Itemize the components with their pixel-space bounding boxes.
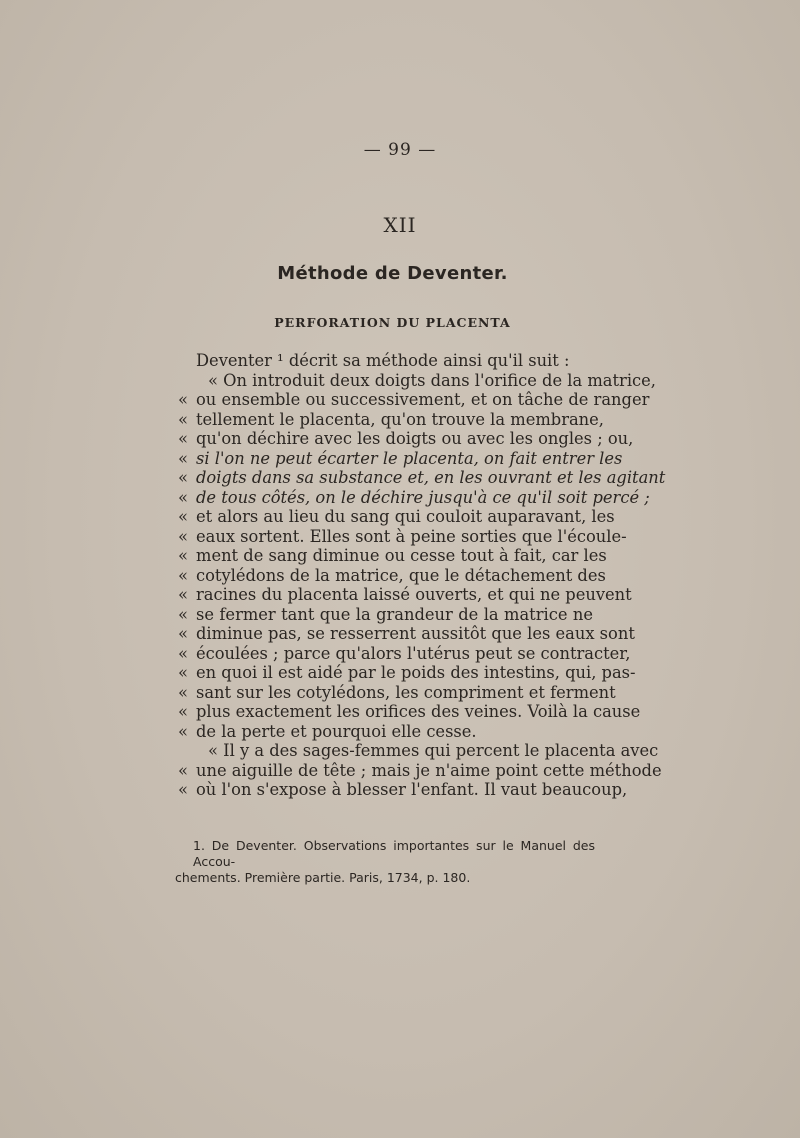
line-text: eaux sortent. Elles sont à peine sorties que l'écoule- [196, 526, 627, 546]
quote-mark: « [178, 487, 188, 507]
text-line [178, 585, 632, 605]
quote-mark: « [178, 390, 188, 409]
text-line [178, 448, 623, 469]
page-number: — 99 — [363, 140, 437, 160]
line-text: de la perte et pourquoi elle cesse. [196, 721, 477, 741]
chapter-title: Méthode de Deventer. [277, 263, 508, 284]
line-text: tellement le placenta, qu'on trouve la membrane, [196, 409, 604, 429]
footnote-line: chements. Première partie. Paris, 1734, p. 180. [175, 870, 471, 885]
text-line [178, 624, 635, 644]
text-line [178, 546, 607, 566]
quote-mark: « [178, 429, 188, 448]
line-text: cotylédons de la matrice, que le détachement des [196, 565, 606, 585]
line-text: plus exactement les orifices des veines. Voilà la cause [196, 702, 641, 721]
text-line [178, 390, 650, 410]
body-text [178, 351, 666, 800]
line-text: et alors au lieu du sang qui couloit auparavant, les [196, 507, 615, 526]
line-text: diminue pas, se resserrent aussitôt que les eaux sont [196, 624, 635, 643]
line-text: en quoi il est aidé par le poids des intestins, qui, pas- [196, 663, 636, 682]
chapter-number: XII [383, 213, 417, 237]
text-line [178, 605, 593, 625]
quote-mark: « [178, 409, 188, 429]
line-text: ment de sang diminue ou cesse tout à fait, car les [196, 546, 607, 565]
text-line [178, 370, 656, 391]
text-line [178, 722, 593, 742]
quote-mark: « [178, 702, 188, 721]
line-text: se fermer tant que la grandeur de la matrice ne [196, 604, 593, 624]
text-line [178, 741, 659, 761]
quote-mark: « [178, 760, 188, 780]
quote-mark: « [178, 448, 188, 468]
line-text: doigts dans sa substance et, en les ouvrant et les agitant [196, 468, 666, 487]
text-line [178, 682, 616, 703]
line-text: écoulées ; parce qu'alors l'utérus peut se contracter, [196, 643, 631, 663]
line-text: « On introduit deux doigts dans l'orifice de la matrice, [208, 370, 656, 390]
text-line [178, 565, 606, 586]
quote-mark: « [178, 507, 188, 526]
line-text: racines du placenta laissé ouverts, et qui ne peuvent [196, 585, 632, 604]
footnote-line: 1. De Deventer. Observations importantes sur le Manuel des Accou- [193, 838, 595, 869]
quote-mark: « [178, 663, 188, 682]
quote-mark: « [178, 526, 188, 546]
quote-mark: « [178, 624, 188, 643]
line-text: où l'on s'expose à blesser l'enfant. Il vaut beaucoup, [196, 780, 628, 799]
quote-mark: « [178, 643, 188, 663]
line-text: ou ensemble ou successivement, et on tâche de ranger [196, 390, 650, 409]
text-line [178, 526, 627, 547]
chapter-subtitle: PERFORATION DU PLACENTA [274, 315, 511, 330]
line-text: « Il y a des sages-femmes qui percent le placenta avec [208, 741, 659, 760]
quote-mark: « [178, 604, 188, 624]
footnote [175, 838, 595, 886]
quote-mark: « [178, 585, 188, 604]
text-line [178, 760, 662, 781]
text-line [178, 663, 636, 683]
quote-mark: « [178, 468, 188, 487]
text-line [178, 351, 593, 371]
text-line [178, 429, 634, 449]
text-line [178, 468, 666, 488]
quote-mark: « [178, 565, 188, 585]
quote-mark: « [178, 721, 188, 741]
text-line [178, 702, 641, 722]
text-line [178, 487, 650, 508]
text-line [178, 780, 628, 800]
quote-mark: « [178, 780, 188, 799]
quote-mark: « [178, 682, 188, 702]
line-text: sant sur les cotylédons, les compriment et ferment [196, 682, 616, 702]
line-text: une aiguille de tête ; mais je n'aime point cette méthode [196, 760, 662, 780]
text-line [178, 643, 631, 664]
line-text: si l'on ne peut écarter le placenta, on fait entrer les [196, 448, 623, 468]
text-line [178, 409, 604, 430]
quote-mark: « [178, 546, 188, 565]
line-text: qu'on déchire avec les doigts ou avec les ongles ; ou, [196, 429, 634, 448]
text-line [178, 507, 615, 527]
line-text: de tous côtés, on le déchire jusqu'à ce qu'il soit percé ; [196, 487, 650, 507]
line-text: Deventer ¹ décrit sa méthode ainsi qu'il suit : [196, 351, 570, 370]
